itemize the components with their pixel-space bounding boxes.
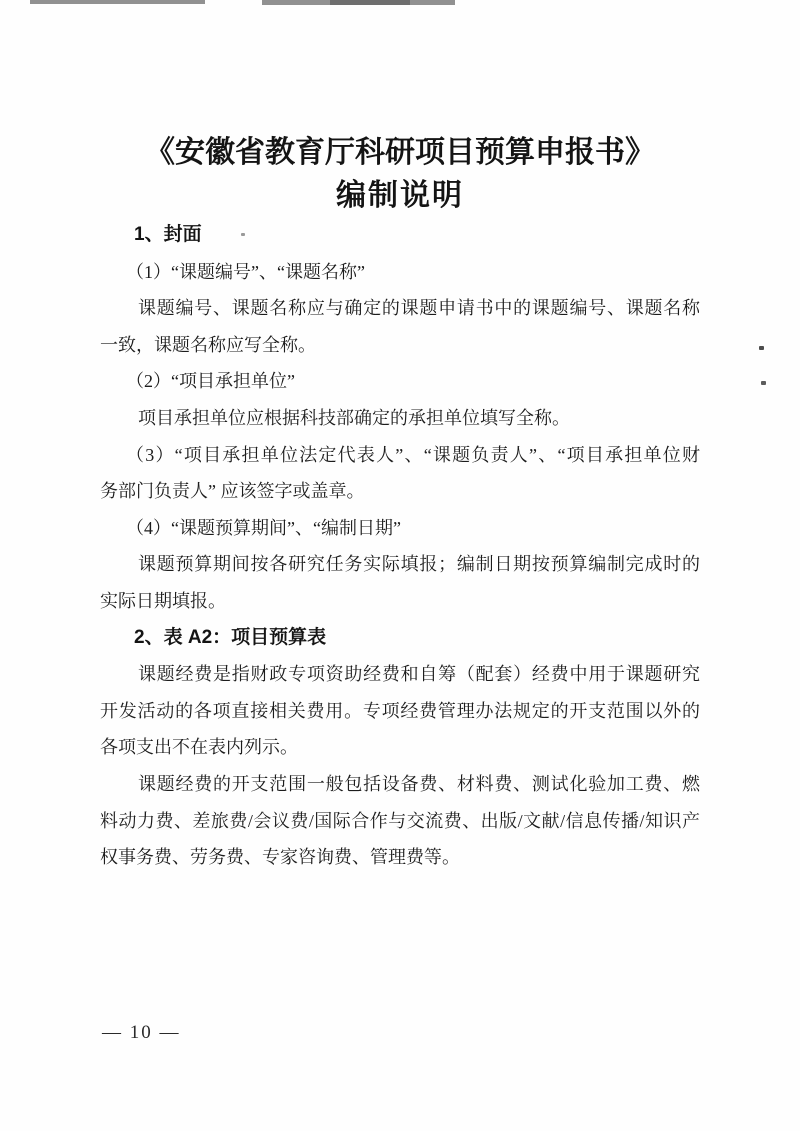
paragraph-line: 课题预算期间按各研究任务实际填报；编制日期按预算编制完成时的 [138, 554, 700, 575]
paragraph-line: 权事务费、劳务费、专家咨询费、管理费等。 [100, 847, 460, 868]
document-title-line2: 编制说明 [336, 179, 464, 212]
paragraph-line: 一致，课题名称应写全称。 [100, 334, 316, 355]
paragraph-line: 开发活动的各项直接相关费用。专项经费管理办法规定的开支范围以外的 [100, 700, 700, 721]
section-heading-budget-table: 2、表 A2：项目预算表 [134, 626, 327, 648]
item-1-label: （1）“课题编号”、“课题名称” [126, 261, 365, 282]
scan-edge-artifact-dark [330, 0, 410, 5]
paragraph-line: 课题经费的开支范围一般包括设备费、材料费、测试化验加工费、燃 [138, 773, 700, 794]
paragraph-line: 项目承担单位应根据科技部确定的承担单位填写全称。 [138, 407, 570, 428]
paragraph-line: 课题经费是指财政专项资助经费和自筹（配套）经费中用于课题研究 [138, 664, 700, 685]
paragraph-line: 实际日期填报。 [100, 590, 226, 611]
item-3-label: （3）“项目承担单位法定代表人”、“课题负责人”、“项目承担单位财 [126, 444, 700, 465]
section-heading-cover: 1、封面 [134, 224, 202, 245]
paragraph-line: 课题编号、课题名称应与确定的课题申请书中的课题编号、课题名称 [138, 298, 700, 319]
paragraph-line: 务部门负责人” 应该签字或盖章。 [100, 481, 365, 502]
document-title-line1: 《安徽省教育厅科研项目预算申报书》 [145, 136, 655, 169]
scan-speck [761, 381, 766, 385]
paragraph-line: 料动力费、差旅费/会议费/国际合作与交流费、出版/文献/信息传播/知识产 [100, 810, 700, 831]
scan-speck [759, 346, 764, 350]
item-2-label: （2）“项目承担单位” [126, 371, 295, 392]
scan-edge-artifact-left [30, 0, 205, 4]
page-number: — 10 — [102, 1022, 181, 1043]
paragraph-line: 各项支出不在表内列示。 [100, 737, 298, 758]
item-4-label: （4）“课题预算期间”、“编制日期” [126, 517, 401, 538]
document-body [100, 130, 700, 876]
